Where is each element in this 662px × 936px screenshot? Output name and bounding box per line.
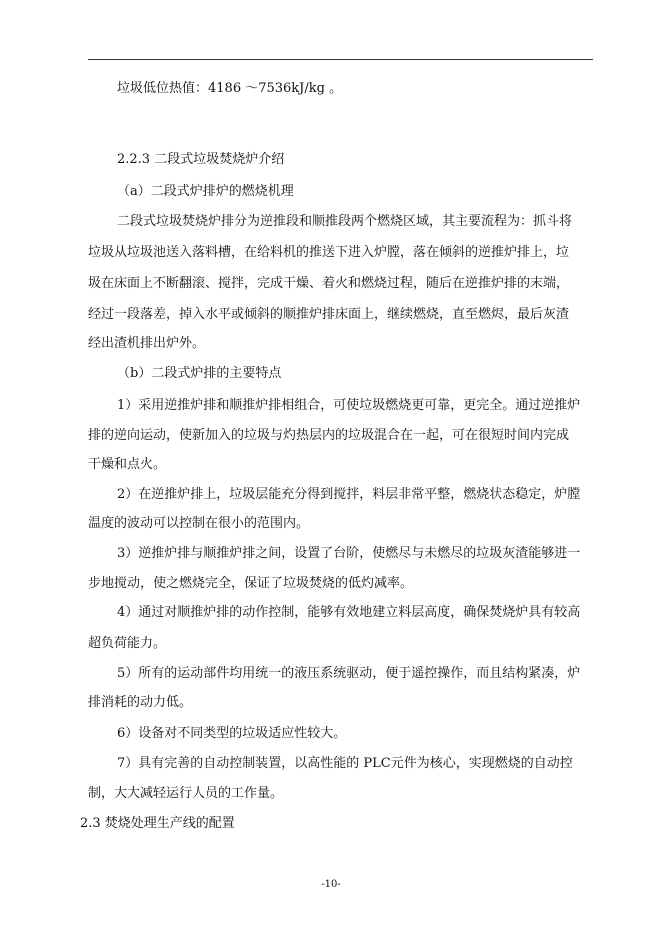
feature-1-line-2: 排的逆向运动，使新加入的垃圾与灼热层内的垃圾混合在一起，可在很短时间内完成 [88, 428, 570, 443]
feature-3-line-2: 步地搅动，使之燃烧完全，保证了垃圾焚烧的低灼减率。 [88, 576, 414, 591]
subsection-heading-a: （a）二段式炉排炉的燃烧机理 [117, 184, 294, 199]
feature-6-line-1: 6）设备对不同类型的垃圾适应性较大。 [117, 726, 347, 741]
calorific-value-line: 垃圾低位热值：4186 ～7536kJ/kg 。 [117, 81, 343, 96]
feature-7-line-2: 制，大大减轻运行人员的工作量。 [88, 786, 284, 801]
paragraph-a-line-3: 圾在床面上不断翻滚、搅拌，完成干燥、着火和燃烧过程，随后在逆推炉排的末端， [88, 276, 570, 291]
page-number: -10- [321, 879, 341, 890]
feature-7-line-1: 7）具有完善的自动控制装置，以高性能的 PLC元件为核心，实现燃烧的自动控 [117, 756, 573, 771]
feature-2-line-2: 温度的波动可以控制在很小的范围内。 [88, 516, 310, 531]
paragraph-a-line-1: 二段式垃圾焚烧炉排分为逆推段和顺推段两个燃烧区域，其主要流程为：抓斗将 [117, 214, 573, 229]
paragraph-a-line-5: 经出渣机排出炉外。 [88, 336, 206, 351]
feature-5-line-2: 排消耗的动力低。 [88, 695, 193, 710]
feature-1-line-1: 1）采用逆推炉排和顺推炉排相组合，可使垃圾燃烧更可靠，更完全。通过逆推炉 [117, 398, 581, 413]
feature-3-line-1: 3）逆推炉排与顺推炉排之间，设置了台阶，使燃尽与未燃尽的垃圾灰渣能够进一 [117, 546, 581, 561]
section-heading-2-2-3: 2.2.3 二段式垃圾焚烧炉介绍 [117, 152, 285, 167]
feature-2-line-1: 2）在逆推炉排上，垃圾层能充分得到搅拌，料层非常平整，燃烧状态稳定，炉膛 [117, 487, 581, 502]
header-rule [88, 59, 593, 60]
subsection-heading-b: （b）二段式炉排的主要特点 [117, 366, 282, 381]
feature-4-line-2: 超负荷能力。 [88, 636, 167, 651]
feature-5-line-1: 5）所有的运动部件均用统一的液压系统驱动，便于遥控操作，而且结构紧凑，炉 [117, 666, 581, 681]
feature-1-line-3: 干燥和点火。 [88, 457, 167, 472]
paragraph-a-line-2: 垃圾从垃圾池送入落料槽，在给料机的推送下进入炉膛，落在倾斜的逆推炉排上，垃 [88, 245, 570, 260]
section-heading-2-3: 2.3 焚烧处理生产线的配置 [80, 816, 235, 831]
feature-4-line-1: 4）通过对顺推炉排的动作控制，能够有效地建立料层高度，确保焚烧炉具有较高 [117, 605, 581, 620]
paragraph-a-line-4: 经过一段落差，掉入水平或倾斜的顺推炉排床面上，继续燃烧，直至燃烬，最后灰渣 [88, 307, 570, 322]
